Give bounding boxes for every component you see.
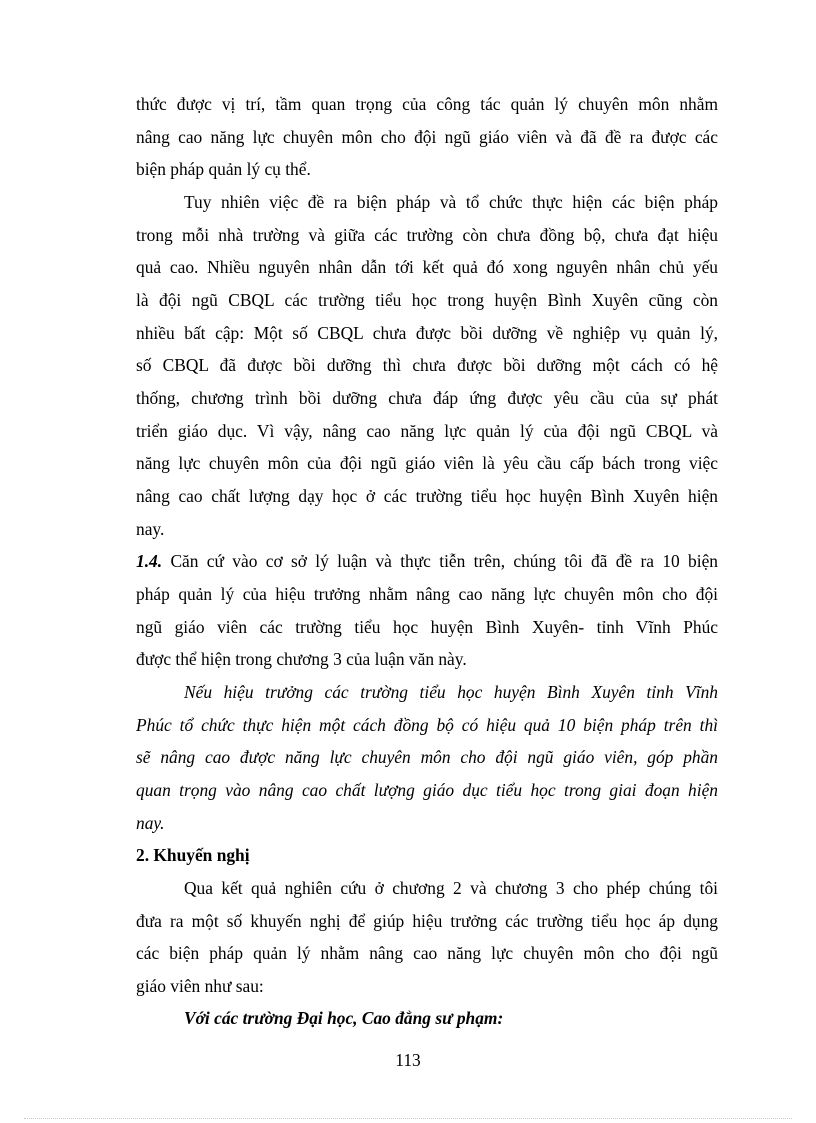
page-bottom-divider (24, 1118, 792, 1119)
text-line-content: Căn cứ vào cơ sở lý luận và thực tiễn trên, chúng tôi đã đề ra 10 biện (162, 551, 718, 571)
text-line: nâng cao năng lực chuyên môn cho đội ngũ giáo viên và đã đề ra được các (136, 127, 718, 147)
text-line: trong mỗi nhà trường và giữa các trường còn chưa đồng bộ, chưa đạt hiệu (136, 225, 718, 245)
text-line: Phúc tổ chức thực hiện một cách đồng bộ có hiệu quả 10 biện pháp trên thì (136, 715, 718, 735)
text-line: quả cao. Nhiều nguyên nhân dẫn tới kết quả đó xong nguyên nhân chủ yếu (136, 257, 718, 277)
text-line: triển giáo dục. Vì vậy, nâng cao năng lực quản lý của đội ngũ CBQL và (136, 421, 718, 441)
text-line: pháp quản lý của hiệu trưởng nhằm nâng cao năng lực chuyên môn cho đội (136, 584, 718, 604)
section-heading: 2. Khuyến nghị (136, 845, 250, 865)
text-line: nhiều bất cập: Một số CBQL chưa được bồi dưỡng về nghiệp vụ quản lý, (136, 323, 718, 343)
page-number: 113 (395, 1050, 421, 1070)
text-line: Tuy nhiên việc đề ra biện pháp và tổ chức thực hiện các biện pháp (184, 192, 718, 212)
text-line: nay. (136, 813, 165, 833)
text-line: Qua kết quả nghiên cứu ở chương 2 và chương 3 cho phép chúng tôi (184, 878, 718, 898)
subheading: Với các trường Đại học, Cao đẳng sư phạm: (184, 1008, 504, 1028)
text-line: ngũ giáo viên các trường tiểu học huyện Bình Xuyên- tỉnh Vĩnh Phúc (136, 617, 718, 637)
text-line: năng lực chuyên môn của đội ngũ giáo viên là yêu cầu cấp bách trong việc (136, 453, 718, 473)
text-line: giáo viên như sau: (136, 976, 264, 996)
text-line: Nếu hiệu trưởng các trường tiểu học huyện Bình Xuyên tỉnh Vĩnh (184, 682, 718, 702)
text-line: biện pháp quản lý cụ thể. (136, 159, 311, 179)
text-line: được thể hiện trong chương 3 của luận văn này. (136, 649, 467, 669)
text-line: nâng cao chất lượng dạy học ở các trường tiểu học huyện Bình Xuyên hiện (136, 486, 718, 506)
text-line: sẽ nâng cao được năng lực chuyên môn cho đội ngũ giáo viên, góp phần (136, 747, 718, 767)
text-line (136, 551, 718, 571)
section-number: 1.4. (136, 551, 163, 571)
text-line: nay. (136, 519, 165, 539)
text-line: thức được vị trí, tầm quan trọng của công tác quản lý chuyên môn nhằm (136, 94, 718, 114)
text-line: các biện pháp quản lý nhằm nâng cao năng lực chuyên môn cho đội ngũ (136, 943, 718, 963)
text-line: đưa ra một số khuyến nghị để giúp hiệu trưởng các trường tiểu học áp dụng (136, 911, 718, 931)
text-line: thống, chương trình bồi dưỡng chưa đáp ứng được yêu cầu của sự phát (136, 388, 718, 408)
text-line: quan trọng vào nâng cao chất lượng giáo dục tiểu học trong giai đoạn hiện (136, 780, 718, 800)
text-line: số CBQL đã được bồi dưỡng thì chưa được bồi dưỡng một cách có hệ (136, 355, 718, 375)
text-line: là đội ngũ CBQL các trường tiểu học trong huyện Bình Xuyên cũng còn (136, 290, 718, 310)
